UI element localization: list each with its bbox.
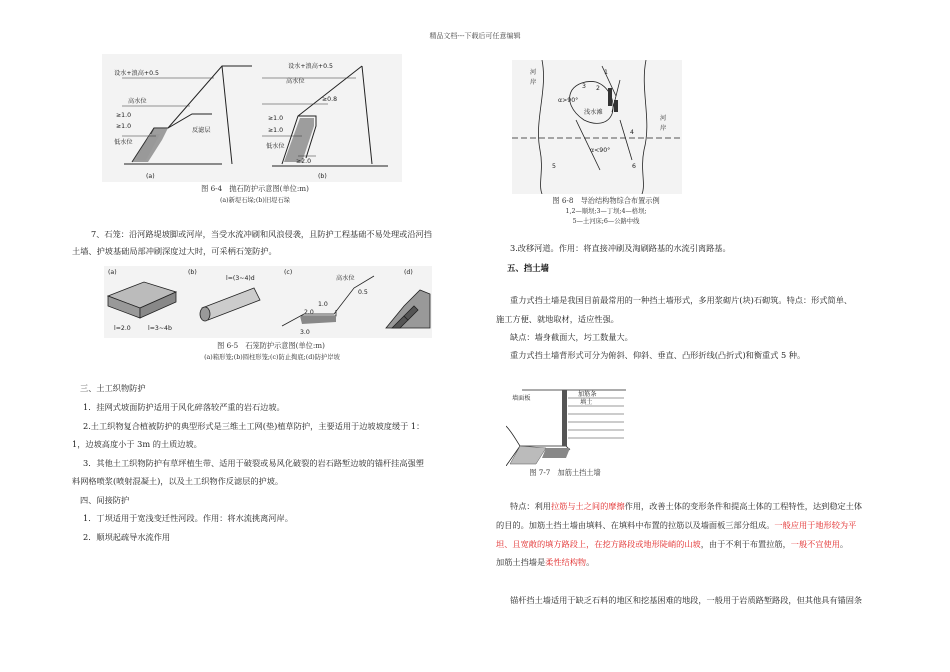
section-4-paragraph-2: 2．顺坝起疏导水流作用 [83,532,171,542]
label-ge10-b2: ≥1.0 [268,127,284,134]
figure-6-4-image [102,54,402,182]
features-flexible-prefix: 加筋土挡墙是 [496,557,546,567]
paragraph-features-line-3 [496,536,848,553]
figure-6-5-subcaption: (a)箱形笼;(b)圆柱形笼;(c)防止掏底;(d)防护岸坡 [204,354,340,361]
figure-6-8-image [512,60,682,194]
label-sub-b: (b) [318,173,327,180]
label-high-water-a: 高水位 [128,98,147,105]
paragraph-features-line-1 [510,498,862,515]
label-filter: 反滤层 [192,127,211,134]
figure-6-8-caption: 图 6-8 导治结构物综合布置示例 [552,196,660,205]
label-fig68-n1: 1 [604,69,608,76]
features-text-1: 作用，改善土体的变形条件和提高土体的工程特性，达到稳定土体 [624,501,863,511]
figure-6-5-caption: 图 6-5 石笼防护示意图(单位:m) [217,341,325,350]
label-fig68-n2: 2 [596,85,600,92]
paragraph-stone-cage-line-1: 7、石笼：沿河路堤坡脚或河岸，当受水流冲刷和风浪侵袭，且防护工程基础不易处理或沿河挡 [91,229,432,239]
figure-7-7-caption: 图 7-7 加筋土挡土墙 [529,468,601,477]
figure-6-8-subcaption-1: 1,2—顺坝;3—丁坝;4—格坝; [565,208,647,215]
paragraph-gravity-wall-line-2: 施工方便、就地取材，适应性强。 [496,314,619,324]
label-fig65-v05: 0.5 [358,289,368,296]
label-fig65-high-water: 高水位 [336,275,355,282]
section-3-paragraph-3-line-2: 料网格喷浆(喷射混凝土)，以及土工织物作反滤层的护坡。 [72,476,284,486]
paragraph-anchor-wall: 锚杆挡土墙适用于缺乏石料的地区和挖基困难的地段，一般用于岩质路堑路段，但其他具有锚固条 [510,595,863,605]
figure-6-4-subcaption: (a)新堤石垛;(b)旧堤石垛 [219,197,291,204]
label-fig65-c: (c) [284,269,293,276]
label-fig65-b: (b) [188,269,197,276]
label-fig77-rebar: 加筋条 [578,391,597,398]
section-3-paragraph-2-line-1: 2.土工织物复合植被防护的典型形式是三维土工网(垫)植草防护，主要适用于边坡坡度缓于 1： [83,421,425,431]
label-fig68-bank-left: 岸 [530,79,537,86]
paragraph-gravity-wall-line-1: 重力式挡土墙是我国目前最常用的一种挡土墙形式，多用浆砌片(块)石砌筑。特点：形式简单、 [510,295,853,305]
label-fig68-beach: 浅水滩 [584,109,603,116]
figure-6-8-subcaption-2: 5—土河床;6—公路中线 [572,218,640,225]
section-4-title: 四、间接防护 [80,495,130,505]
features-text-3-end: 。 [839,539,849,549]
features-text-2: 的目的。加筋土挡土墙由填料、在填料中布置的拉筋以及墙面板三部分组成。 [496,520,775,530]
label-design-water-a: 设水+浪高+0.5 [114,70,159,77]
label-fig68-n5: 5 [552,163,556,170]
label-fig77-panel: 墙面板 [512,395,531,402]
paragraph-gravity-wall-back: 重力式挡土墙背形式可分为俯斜、仰斜、垂直、凸形折线(凸折式)和衡重式 5 种。 [510,350,806,360]
label-fig65-v30: 3.0 [300,329,310,336]
label-fig65-l3: l=3~4b [148,325,172,332]
label-low-water-a: 低水位 [114,139,133,146]
paragraph-stone-cage-line-2: 土墙、护坡基础局部冲刷深度过大时，可采柄石笼防护。 [72,246,277,256]
figure-6-4-caption: 图 6-4 抛石防护示意图(单位:m) [201,184,309,193]
features-highlight-flat-terrain: 一般应用于地形较为平 [774,520,857,530]
features-prefix: 特点：利用 [510,501,551,511]
label-sub-a: (a) [146,173,155,180]
paragraph-features-line-2 [496,517,856,534]
page-header: 精品文档---下载后可任意编辑 [429,32,521,40]
features-highlight-fill-section: 坦、且宽敞的填方路段上，在挖方路段或地形陡峭的山坡 [496,539,701,549]
figure-6-5-image [104,266,432,338]
label-fig68-n6: 6 [632,163,636,170]
label-fig68-river-right: 河 [660,115,667,122]
label-low-water-b: 低水位 [266,143,285,150]
paragraph-features-line-4 [496,554,594,571]
section-3-title: 三、土工织物防护 [80,383,146,393]
section-3-paragraph-1: 1．挂网式坡面防护适用于风化碎落较严重的岩石边坡。 [83,402,285,412]
features-flexible-end: 。 [586,557,595,567]
label-ge08: ≥0.8 [322,96,338,103]
features-highlight-friction: 拉筋与土之间的摩擦 [550,501,625,511]
label-design-water-b: 设水+浪高+0.5 [288,63,333,70]
section-5-title: 五、挡土墙 [507,263,549,273]
label-ge20: ≥2.0 [296,158,312,165]
label-fig68-n3: 3 [582,83,586,90]
label-fig68-bank-right: 岸 [660,125,667,132]
paragraph-river-diversion: 3.改移河道。作用：将直接冲刷及淘刷路基的水流引离路基。 [510,243,731,253]
label-fig77-fill: 填土 [580,399,593,406]
label-high-water-b: 高水位 [286,78,305,85]
section-4-paragraph-1: 1．丁坝适用于宽浅变迁性河段。作用：将水流挑离河岸。 [83,513,293,523]
label-fig65-v10: 1.0 [318,301,328,308]
label-ge10-b1: ≥1.0 [268,115,284,122]
label-fig68-angle-lt90: α<90° [590,147,611,154]
label-fig65-a: (a) [108,269,117,276]
label-ge10-a2: ≥1.0 [116,123,132,130]
label-fig65-len1: l=(3~4)d [226,275,255,282]
label-fig68-n4: 4 [630,129,634,136]
paragraph-gravity-wall-cons: 缺点：墙身截面大，圬工数量大。 [510,332,633,342]
label-fig68-angle-gt90: α>90° [558,97,579,104]
features-highlight-not-used: 一般不宜使用 [790,539,840,549]
figure-7-7-image [506,386,632,466]
label-fig68-river-left: 河 [530,69,537,76]
section-3-paragraph-3-line-1: 3．其他土工织物防护有草坪植生带、适用于破裂或易风化破裂的岩石路堑边坡的锚杆挂高强塑 [83,458,424,468]
label-ge10-a1: ≥1.0 [116,112,132,119]
label-fig65-v20: 2.0 [304,309,314,316]
label-fig65-d: (d) [404,269,413,276]
features-highlight-flexible: 柔性结构物 [545,557,587,567]
label-fig65-l20: l=2.0 [114,325,131,332]
features-text-3: ，由于不利于布置拉筋， [700,539,791,549]
section-3-paragraph-2-line-2: 1，边坡高度小于 3m 的土质边坡。 [72,439,202,449]
